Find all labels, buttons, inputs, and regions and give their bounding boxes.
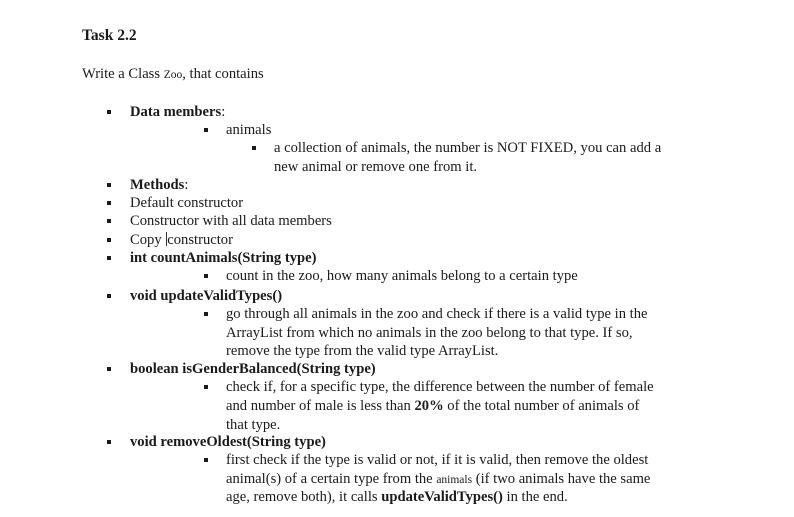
remove-oldest-animals-term: animals	[436, 474, 473, 486]
method-constructor-all: Constructor with all data members	[130, 213, 332, 229]
copy-constructor-part2: constructor	[167, 232, 233, 248]
methods-heading	[130, 176, 188, 194]
bullet-icon	[204, 385, 208, 389]
methods-colon: :	[184, 177, 189, 193]
bullet-icon	[107, 201, 111, 205]
update-valid-types-desc-line3: remove the type from the valid type ArrayList.	[226, 343, 499, 359]
remove-oldest-desc-line3	[226, 488, 568, 506]
bullet-icon	[107, 238, 111, 242]
intro-class-name: Zoo	[163, 69, 183, 81]
gender-balanced-desc-line1: check if, for a specific type, the difference between the number of female	[226, 379, 654, 395]
task-title: Task 2.2	[82, 27, 137, 44]
remove-oldest-desc-line1: first check if the type is valid or not, if it is valid, then remove the oldest	[226, 452, 649, 468]
method-remove-oldest: void removeOldest(String type)	[130, 434, 326, 450]
gender-balanced-desc-line2-b: of the total number of animals of	[443, 398, 640, 414]
bullet-icon	[204, 274, 208, 278]
method-is-gender-balanced: boolean isGenderBalanced(String type)	[130, 361, 376, 377]
method-update-valid-types: void updateValidTypes()	[130, 288, 283, 304]
method-count-animals: int countAnimals(String type)	[130, 250, 317, 266]
bullet-icon	[252, 146, 256, 150]
remove-oldest-desc-line2-a: animal(s) of a certain type from the	[226, 471, 437, 487]
bullet-icon	[107, 294, 111, 298]
data-members-label: Data members	[130, 104, 222, 120]
data-members-heading	[130, 103, 225, 121]
data-members-colon: :	[221, 104, 226, 120]
bullet-icon	[107, 183, 111, 187]
count-animals-desc: count in the zoo, how many animals belong to a certain type	[226, 268, 578, 284]
gender-balanced-percent: 20%	[414, 398, 444, 414]
animals-detail-line1: a collection of animals, the number is NOT FIXED, you can add a	[274, 140, 662, 156]
remove-oldest-desc-line2-b: (if two animals have the same	[472, 471, 651, 487]
bullet-icon	[107, 367, 111, 371]
bullet-icon	[107, 256, 111, 260]
gender-balanced-desc-line3: that type.	[226, 417, 281, 433]
bullet-icon	[107, 440, 111, 444]
bullet-icon	[204, 128, 208, 132]
intro-before: Write a Class	[82, 66, 164, 82]
remove-oldest-desc-line3-b: in the end.	[502, 489, 568, 505]
bullet-icon	[204, 312, 208, 316]
gender-balanced-desc-line2	[226, 397, 639, 415]
bullet-icon	[107, 110, 111, 114]
update-valid-types-desc-line1: go through all animals in the zoo and check if there is a valid type in the	[226, 306, 648, 322]
methods-label: Methods	[130, 177, 185, 193]
bullet-icon	[204, 458, 208, 462]
remove-oldest-desc-line2	[226, 470, 650, 489]
gender-balanced-desc-line2-a: and number of male is less than	[226, 398, 415, 414]
update-valid-types-desc-line2: ArrayList from which no animals in the zoo belong to that type. If so,	[226, 325, 633, 341]
animals-detail-line2: new animal or remove one from it.	[274, 159, 478, 175]
intro-line	[82, 65, 264, 84]
remove-oldest-desc-line3-a: age, remove both), it calls	[226, 489, 382, 505]
remove-oldest-call: updateValidTypes()	[381, 489, 503, 505]
bullet-icon	[107, 219, 111, 223]
method-copy-constructor[interactable]	[130, 231, 233, 249]
intro-after: , that contains	[182, 66, 264, 82]
copy-constructor-part1: Copy	[130, 232, 166, 248]
data-member-animals: animals	[226, 122, 272, 138]
method-default-constructor: Default constructor	[130, 195, 244, 211]
